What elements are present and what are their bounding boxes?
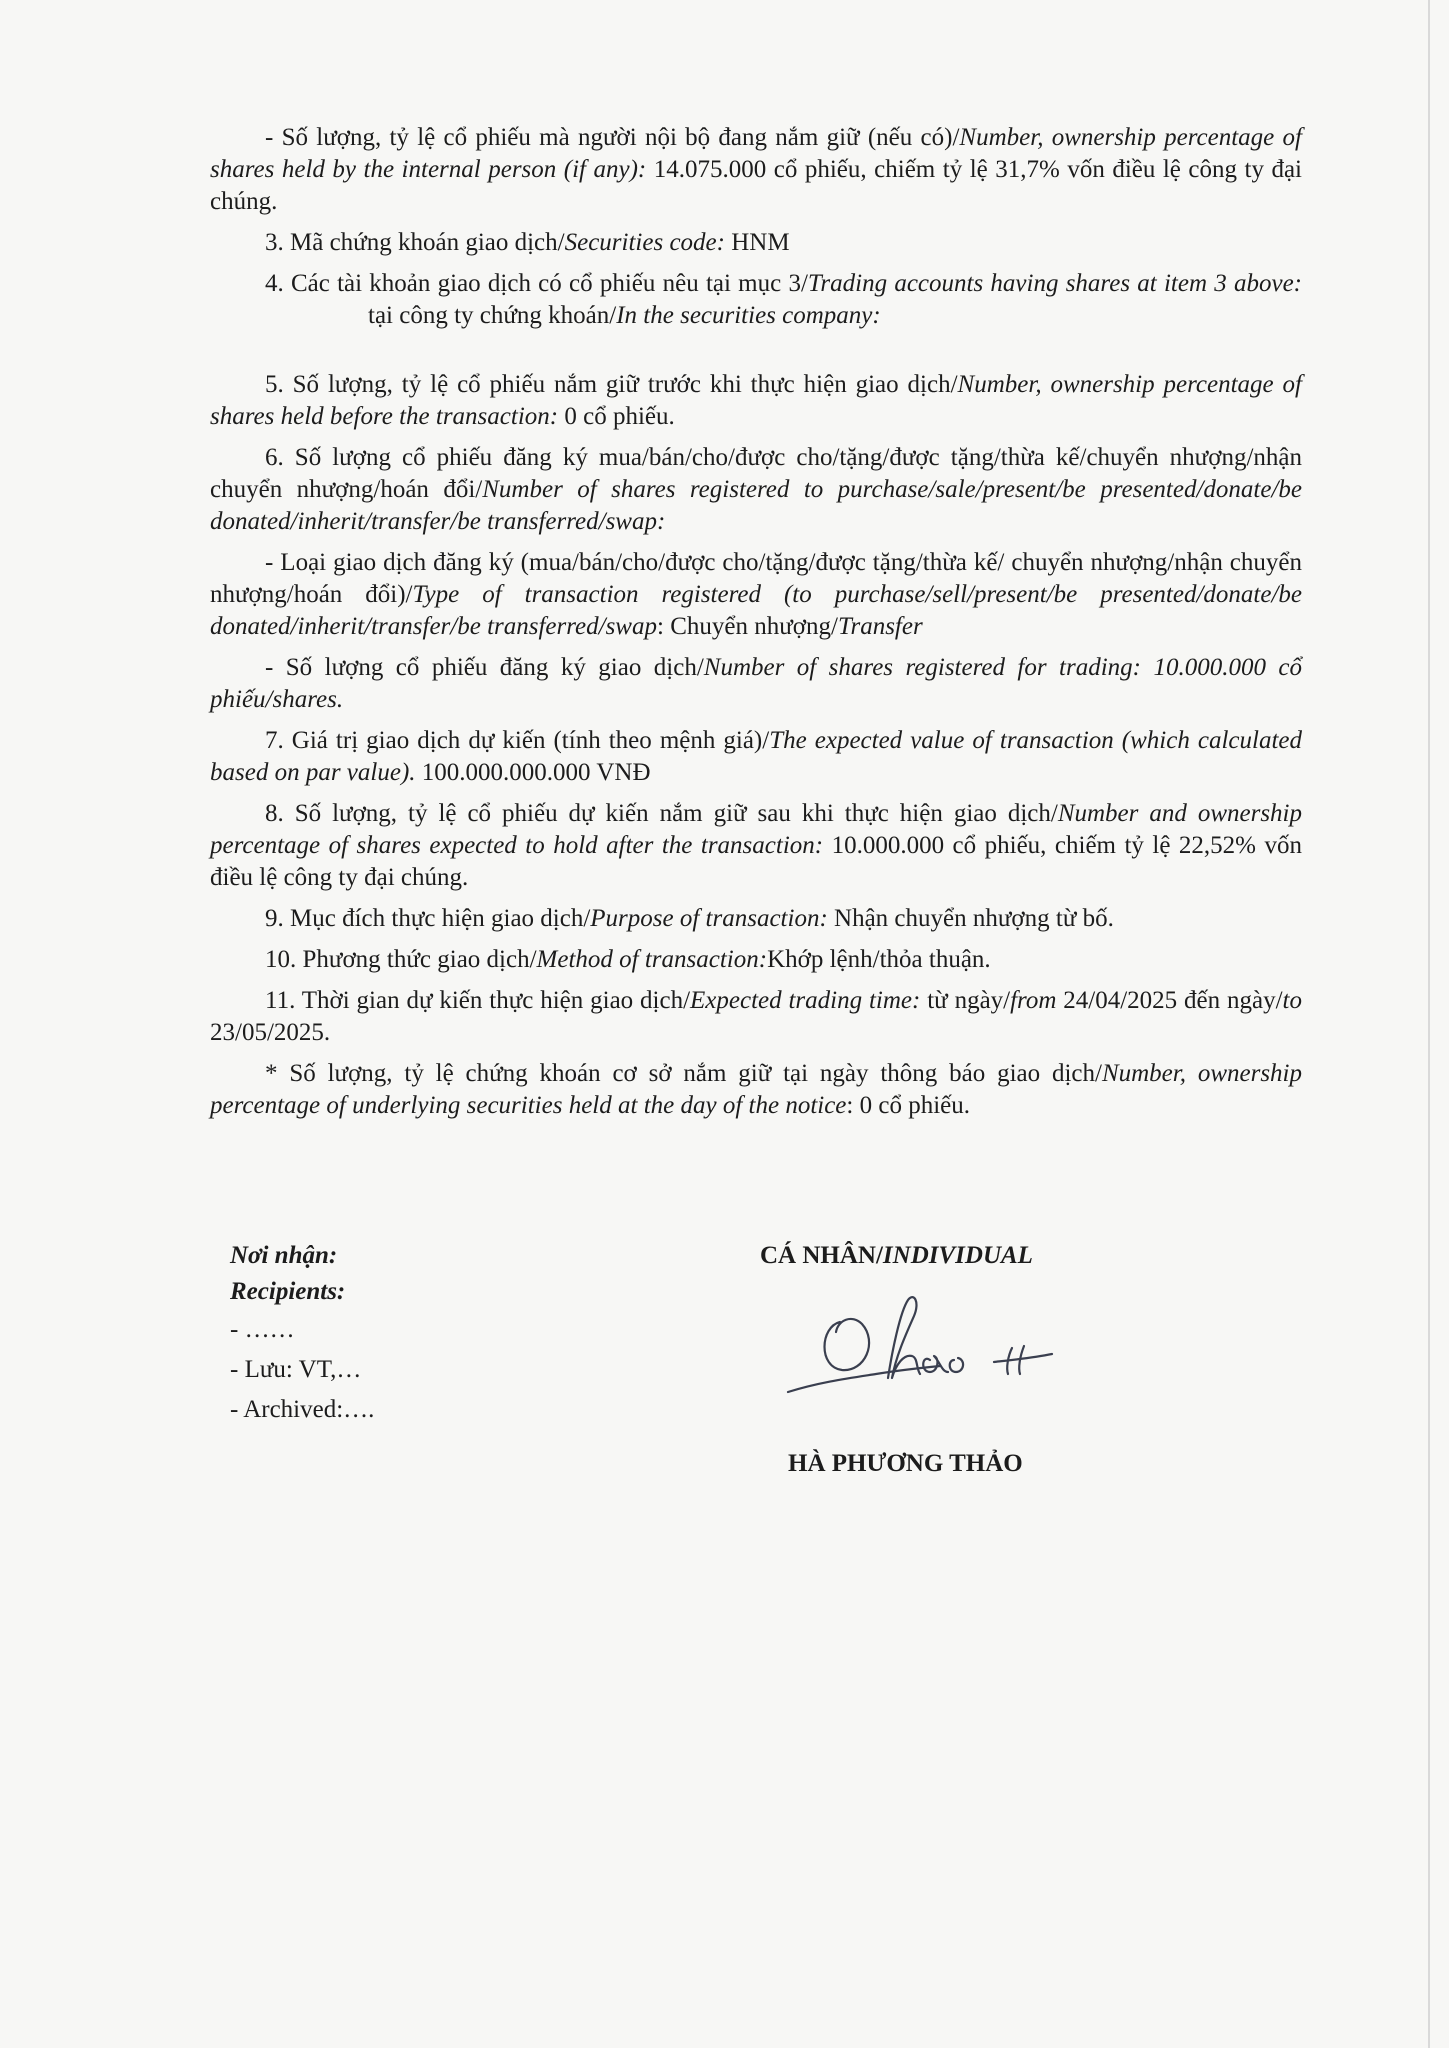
paragraph-expected-value: 7. Giá trị giao dịch dự kiến (tính theo mệnh giá)/The expected value of transaction (which calculated based on par value). 100.000.000.000 VNĐ	[210, 727, 1302, 786]
paragraph-underlying-securities: * Số lượng, tỷ lệ chứng khoán cơ sở nắm giữ tại ngày thông báo giao dịch/Number, ownership percentage of underlying securities held at the day of the notice: 0 cổ phiếu.	[210, 1060, 1302, 1119]
signer-name: HÀ PHƯƠNG THẢO	[788, 1450, 1023, 1477]
document-body	[210, 122, 1302, 1131]
paragraph-purpose: 9. Mục đích thực hiện giao dịch/Purpose of transaction: Nhận chuyển nhượng từ bố.	[265, 905, 1114, 932]
paragraph-transaction-type: - Loại giao dịch đăng ký (mua/bán/cho/được cho/tặng/được tặng/thừa kế/ chuyển nhượng/nhận chuyển nhượng/hoán đổi)/Type of transaction registered (to purchase/sell/present/be presented/donate/be donated/inherit/transfer/be transferred/swap: Chuyển nhượng/Transfer	[210, 549, 1302, 640]
paragraph-registered-shares: 6. Số lượng cổ phiếu đăng ký mua/bán/cho/được cho/tặng/được tặng/thừa kế/chuyển nhượng/nhận chuyển nhượng/hoán đổi/Number of shares registered to purchase/sale/present/be presented/donate/be donated/inherit/transfer/be transferred/swap:	[210, 444, 1302, 535]
signature-block	[760, 1238, 1120, 1477]
handwritten-signature	[780, 1282, 1080, 1412]
document-footer	[0, 1238, 1449, 1538]
recipient-item: - ……	[230, 1316, 295, 1343]
paragraph-securities-code: 3. Mã chứng khoán giao dịch/Securities code: HNM	[265, 229, 790, 256]
paragraph-trading-accounts: 4. Các tài khoản giao dịch có cổ phiếu nêu tại mục 3/Trading accounts having shares at item 3 above:tại công ty chứng khoán/In the securities company:	[265, 270, 1302, 329]
paragraph-holdings-before: 5. Số lượng, tỷ lệ cổ phiếu nắm giữ trước khi thực hiện giao dịch/Number, ownership percentage of shares held before the transaction: 0 cổ phiếu.	[210, 371, 1302, 430]
recipient-item: - Archived:….	[230, 1396, 375, 1423]
paragraph-expected-time: 11. Thời gian dự kiến thực hiện giao dịch/Expected trading time: từ ngày/from 24/04/2025 đến ngày/to 23/05/2025.	[210, 987, 1302, 1046]
recipients-block	[230, 1238, 590, 1430]
recipient-item: - Lưu: VT,…	[230, 1356, 362, 1383]
paragraph-shares-for-trading: - Số lượng cổ phiếu đăng ký giao dịch/Number of shares registered for trading: 10.000.000 cổ phiếu/shares.	[210, 654, 1302, 713]
paragraph-holdings-after: 8. Số lượng, tỷ lệ cổ phiếu dự kiến nắm giữ sau khi thực hiện giao dịch/Number and ownership percentage of shares expected to hold after the transaction: 10.000.000 cổ phiếu, chiếm tỷ lệ 22,52% vốn điều lệ công ty đại chúng.	[210, 800, 1302, 891]
recipients-heading-en: Recipients:	[230, 1278, 346, 1305]
signature-title: CÁ NHÂN/INDIVIDUAL	[760, 1242, 1033, 1269]
page-edge-line	[1428, 0, 1430, 2048]
recipients-heading-vi: Nơi nhận:	[230, 1242, 338, 1269]
paragraph-method: 10. Phương thức giao dịch/Method of transaction:Khớp lệnh/thỏa thuận.	[265, 946, 991, 973]
paragraph-internal-person-holdings: - Số lượng, tỷ lệ cổ phiếu mà người nội bộ đang nắm giữ (nếu có)/Number, ownership percentage of shares held by the internal person (if any): 14.075.000 cổ phiếu, chiếm tỷ lệ 31,7% vốn điều lệ công ty đại chúng.	[210, 124, 1303, 215]
